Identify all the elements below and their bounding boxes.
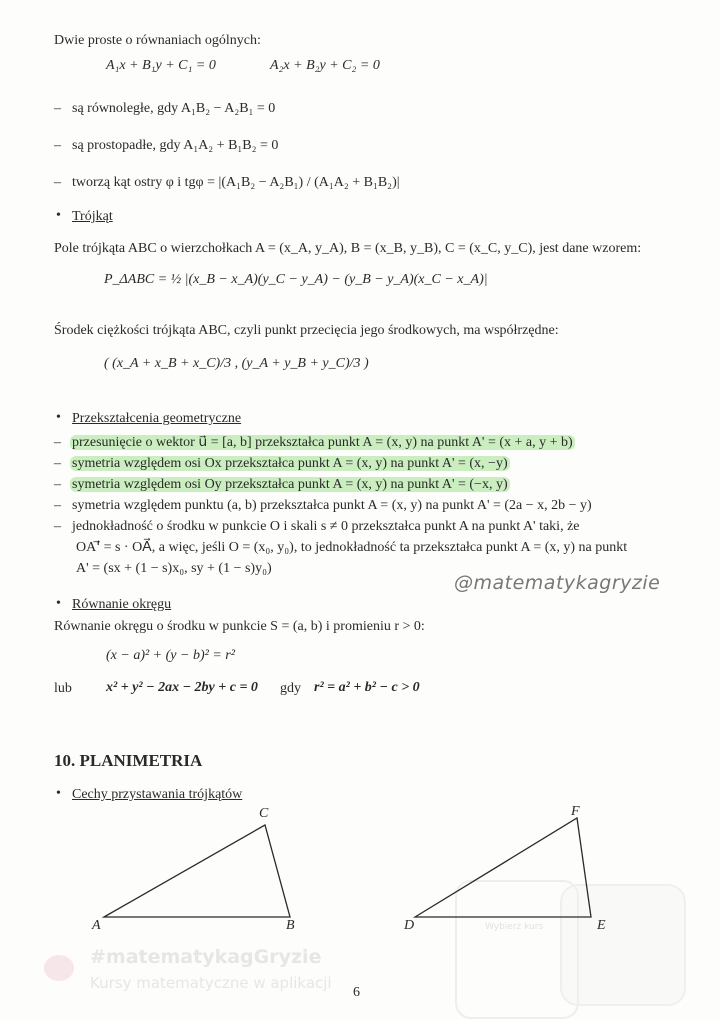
transform-translation: przesunięcie o wektor u⃗ = [a, b] przekształca punkt A = (x, y) na punkt A' = (x + a, y + b) — [72, 435, 573, 450]
circle-condition: r² = a² + b² − c > 0 — [314, 680, 420, 695]
circle-intro: Równanie okręgu o środku w punkcie S = (a, b) i promieniu r > 0: — [54, 619, 425, 634]
transform-homothety-result: A' = (sx + (1 − s)x₀, sy + (1 − s)y₀) — [76, 561, 272, 576]
circle-heading: Równanie okręgu — [72, 597, 172, 612]
when-label: gdy — [280, 681, 301, 696]
area-formula: P_ΔABC = ½ |(x_B − x_A)(y_C − y_A) − (y_B − y_A)(x_C − x_A)| — [104, 272, 488, 287]
bullet-marker: • — [56, 410, 61, 425]
bullet-marker: • — [56, 786, 61, 801]
vertex-label-e: E — [597, 918, 606, 933]
area-intro: Pole trójkąta ABC o wierzchołkach A = (x_A, y_A), B = (x_B, y_B), C = (x_C, y_C), jest dane wzorem: — [54, 241, 642, 256]
dash-marker: – — [54, 138, 61, 153]
vertex-label-c: C — [259, 806, 269, 821]
triangle-def — [415, 818, 591, 917]
vertex-label-b: B — [286, 918, 295, 933]
parallel-condition: są równoległe, gdy A₁B₂ − A₂B₁ = 0 — [72, 101, 276, 116]
line-equation-2: A₂x + B₂y + C₂ = 0 — [270, 58, 380, 73]
bullet-marker: • — [56, 208, 61, 223]
centroid-intro: Środek ciężkości trójkąta ABC, czyli punkt przecięcia jego środkowych, ma współrzędne: — [54, 323, 559, 338]
circle-formula-general: x² + y² − 2ax − 2by + c = 0 — [106, 680, 258, 695]
centroid-formula: ( (x_A + x_B + x_C)/3 , (y_A + y_B + y_C)/3 ) — [104, 356, 369, 371]
triangle-abc — [104, 825, 290, 917]
angle-condition: tworzą kąt ostry φ i tgφ = |(A₁B₂ − A₂B₁) / (A₁A₂ + B₁B₂)| — [72, 175, 400, 190]
dash-marker: – — [54, 477, 61, 492]
transform-heading: Przekształcenia geometryczne — [72, 411, 242, 426]
dash-marker: – — [54, 498, 61, 513]
section-heading: 10. PLANIMETRIA — [54, 751, 203, 770]
dash-marker: – — [54, 435, 61, 450]
transform-homothety: jednokładność o środku w punkcie O i skali s ≠ 0 przekształca punkt A na punkt A' taki, że — [72, 519, 580, 534]
transform-point-symmetry: symetria względem punktu (a, b) przekształca punkt A = (x, y) na punkt A' = (2a − x, 2b − y) — [72, 498, 592, 513]
phone-title: Wybierz kurs — [485, 922, 544, 932]
circle-formula-standard: (x − a)² + (y − b)² = r² — [106, 648, 235, 663]
dash-marker: – — [54, 519, 61, 534]
vertex-label-f: F — [571, 804, 580, 819]
vertex-label-d: D — [404, 918, 415, 933]
vertex-label-a: A — [92, 918, 101, 933]
page-number: 6 — [353, 985, 360, 1000]
transform-symmetry-ox: symetria względem osi Ox przekształca punkt A = (x, y) na punkt A' = (x, −y) — [72, 456, 508, 471]
bullet-marker: • — [56, 596, 61, 611]
perpendicular-condition: są prostopadłe, gdy A₁A₂ + B₁B₂ = 0 — [72, 138, 279, 153]
tagline-watermark: Kursy matematyczne w aplikacji — [90, 974, 332, 992]
transform-homothety-cont: OA'⃗ = s · OA⃗, a więc, jeśli O = (x₀, y₀), to jednokładność ta przekształca punkt A = (x, y) na punkt — [76, 540, 628, 555]
or-label: lub — [54, 681, 72, 696]
dash-marker: – — [54, 101, 61, 116]
transform-symmetry-oy: symetria względem osi Oy przekształca punkt A = (x, y) na punkt A' = (−x, y) — [72, 477, 508, 492]
brand-watermark: #matematykagGryzie — [90, 946, 322, 968]
author-signature: @matematykagryzie — [454, 572, 661, 594]
dash-marker: – — [54, 175, 61, 190]
congruence-heading: Cechy przystawania trójkątów — [72, 787, 243, 802]
line-equation-1: A₁x + B₁y + C₁ = 0 — [106, 58, 216, 73]
lines-intro: Dwie proste o równaniach ogólnych: — [54, 33, 261, 48]
dash-marker: – — [54, 456, 61, 471]
triangle-heading: Trójkąt — [72, 209, 113, 224]
